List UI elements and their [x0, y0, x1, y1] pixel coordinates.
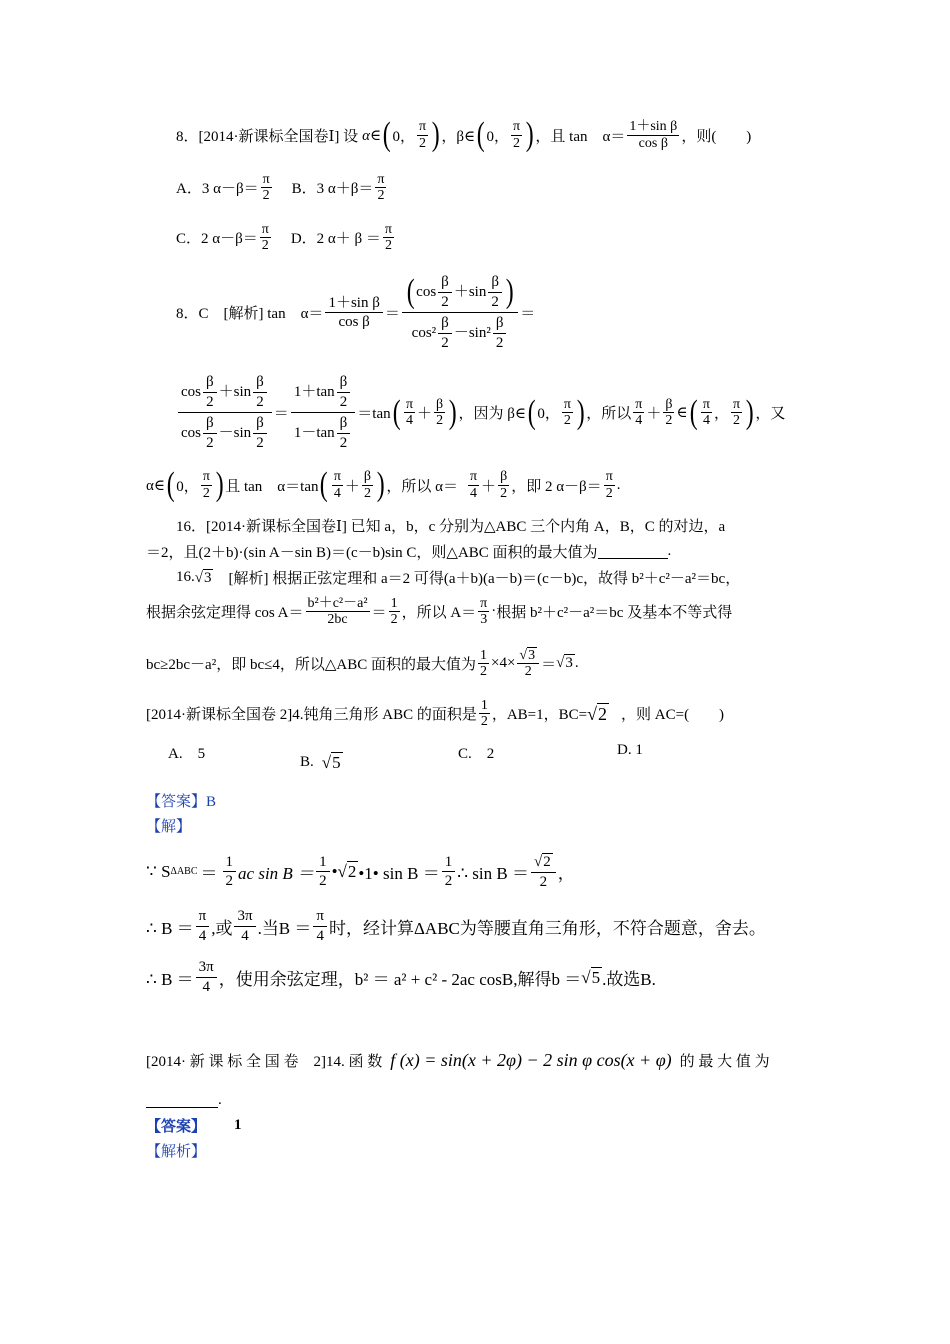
q14-answer-line [146, 1115, 242, 1136]
q8-opt-c: C．2 α－β＝ [176, 231, 258, 248]
q14-stem: [2014· 新 课 标 全 国 卷 2]14. 函 数 f (x) = sin(x + 2φ) − 2 sin φ cos(x + φ) 的 最 大 值 为 [146, 1050, 770, 1070]
sol8-big-fraction: ( cos $\frac{\beta}{2}$ ＋sin $\frac{\beta}{2}$ ) cos² $\frac{\beta}{2}$ －sin² $\frac{\beta}{2}$ [402, 272, 518, 353]
q16-line2: ＝2，且(2＋b)·(sin A－sin B)＝(c－b)sin C，则△ABC 面积的最大值为 . [146, 543, 672, 561]
q8-options-cd: C．2 α－β＝ $\frac{\pi}{2}$ D．2 α＋ β ＝ $\frac{\pi}{2}$ [176, 222, 392, 254]
q4-stem: [2014·新课标全国卷 2]4.钝角三角形 ABC 的面积是 $\frac{1}{2}$ ，AB=1，BC= √ 2 ，则 AC=( ) [146, 698, 725, 730]
q16-line1: 16．[2014·新课标全国卷Ⅰ] 已知 a，b，c 分别为△ABC 三个内角 A，B，C 的对边，a [176, 519, 726, 535]
q14-analysis-label: 【解析】 [146, 1144, 207, 1160]
q14-answer-blank[interactable] [146, 1093, 218, 1108]
q8-tan-fraction: $\frac{\text{1＋sin β}}{\text{cos β}}$ [629, 119, 678, 151]
q8-opt-a: A．3 α－β＝ [176, 181, 259, 198]
sol16-line3: bc≥2bc－a²，即 bc≤4，所以△ABC 面积的最大值为 $\frac{1}{2}$ ×4× √ 3 2 ＝ √ 3 . [146, 647, 579, 680]
q8-source: 8．[2014·新课标全国卷Ⅰ] 设 [176, 128, 359, 145]
q8-interval-alpha: ( 0， $\frac{\pi}{2}$ ) [382, 116, 440, 153]
sol16-line1: 16. √ 3 [解析] 根据正弦定理和 a＝2 可得(a＋b)(a－b)＝(c－b)c，故得 b²＋c²－a²＝bc， [176, 569, 741, 587]
q4-option-c[interactable]: C. 2 [458, 746, 495, 762]
sol8-tan-fraction: 1＋tan $\frac{\beta}{2}$ 1－tan $\frac{\beta}{2}$ [291, 372, 355, 453]
sol8-line1: 8．C [解析] tan α＝ $\frac{\text{1＋sin β}}{\text{cos β}}$ ＝ ( cos $\frac{\beta}{2}$ ＋sin $\frac{\beta}{2}$ ) cos² $\frac{\beta}{2}$ －sin² $\frac{\beta}{2}$ ＝ [176, 272, 535, 353]
q14-blank-line: . [146, 1092, 222, 1109]
q14-answer-value: 1 [234, 1117, 242, 1133]
q4-sol-line3: ∴ B ＝ $\frac{3\pi}{4}$ ，使用余弦定理，b² ＝ a² + c² - 2ac cosB,解得b ＝ √ 5 .故选B. [146, 959, 656, 995]
q8-tan-prefix: ，且 tan α＝ [535, 128, 626, 145]
q14-answer-label: 【答案】 [146, 1119, 207, 1135]
q8-interval-beta: ( 0， $\frac{\pi}{2}$ ) [476, 116, 534, 153]
q8-then: ，则( ) [681, 128, 752, 145]
sol8-cos-sin-fraction: cos $\frac{\beta}{2}$ ＋sin $\frac{\beta}{2}$ cos $\frac{\beta}{2}$ －sin $\frac{\beta}{2}$ [178, 372, 272, 453]
q8-line [176, 118, 751, 152]
sol8-line3: α∈ ( 0， $\frac{\pi}{2}$ ) 且 tan α＝tan ( $\frac{\pi}{4}$ ＋ $\frac{\beta}{2}$ ) ，所以 α＝ $\frac{\pi}{4}$ ＋ $\frac{\beta}{2}$ ，即 2 α－β＝ $\frac{\pi}{2}$ . [146, 466, 621, 503]
sol16-line2: 根据余弦定理得 cos A＝ $\frac{\text{b²＋c²－a²}}{2bc}$ ＝ $\frac{1}{2}$ ，所以 A＝ $\frac{\pi}{3}$ · 根据 b²＋c²－a²＝bc 及基本不等式得 [146, 596, 733, 628]
q4-solution-label: 【解】 [146, 819, 192, 835]
q8-opt-d: D．2 α＋ β ＝ [290, 231, 381, 248]
q8-alpha-in: α∈ [362, 127, 382, 144]
q8-options-ab: A．3 α－β＝ $\frac{\pi}{2}$ B．3 α＋β＝ $\frac{\pi}{2}$ [176, 172, 385, 204]
q4-sol-line2: ∴ B ＝ $\frac{\pi}{4}$ ,或 $\frac{3\pi}{4}$ .当B ＝ $\frac{\pi}{4}$ 时，经计算ΔABC为等腰直角三角形，不符合题意，舍去。 [146, 908, 766, 944]
q16-answer-blank[interactable] [598, 544, 668, 559]
q8-beta-in: ，β∈ [441, 128, 476, 145]
q8-opt-b: B．3 α＋β＝ [291, 181, 374, 198]
q14-formula: f (x) = sin(x + 2φ) − 2 sin φ cos(x + φ) [390, 1050, 672, 1070]
sol8-line2: cos $\frac{\beta}{2}$ ＋sin $\frac{\beta}{2}$ cos $\frac{\beta}{2}$ －sin $\frac{\beta}{2}$ ＝ 1＋tan $\frac{\beta}{2}$ 1－tan $\frac{\beta}{2}$ ＝tan ( $\frac{\pi}{4}$ ＋ $\frac{\beta}{2}$ ) ，因为 β∈ ( 0， $\frac{\pi}{2}$ ) ，所以 $\frac{\pi}{4}$ ＋ $\frac{\beta}{2}$ ∈ ( $\frac{\pi}{4}$ ， $\frac{\pi}{2}$ ) ，又 [176, 372, 785, 453]
q4-option-b[interactable]: B. √ 5 [300, 753, 341, 772]
q4-sol-line1: ∵ S ΔABC ＝ $\frac{1}{2}$ ac sin B ＝ $\frac{1}{2}$ • √ 2 •1• sin B ＝ $\frac{1}{2}$ ∴ sin B ＝ √ 2 2 ， [146, 853, 575, 890]
sol8-head: 8．C [解析] tan α＝ [176, 306, 324, 322]
q4-answer: 【答案】B [146, 794, 217, 810]
q4-option-a[interactable]: A. 5 [168, 746, 206, 762]
q4-option-d[interactable]: D. 1 [617, 742, 643, 758]
